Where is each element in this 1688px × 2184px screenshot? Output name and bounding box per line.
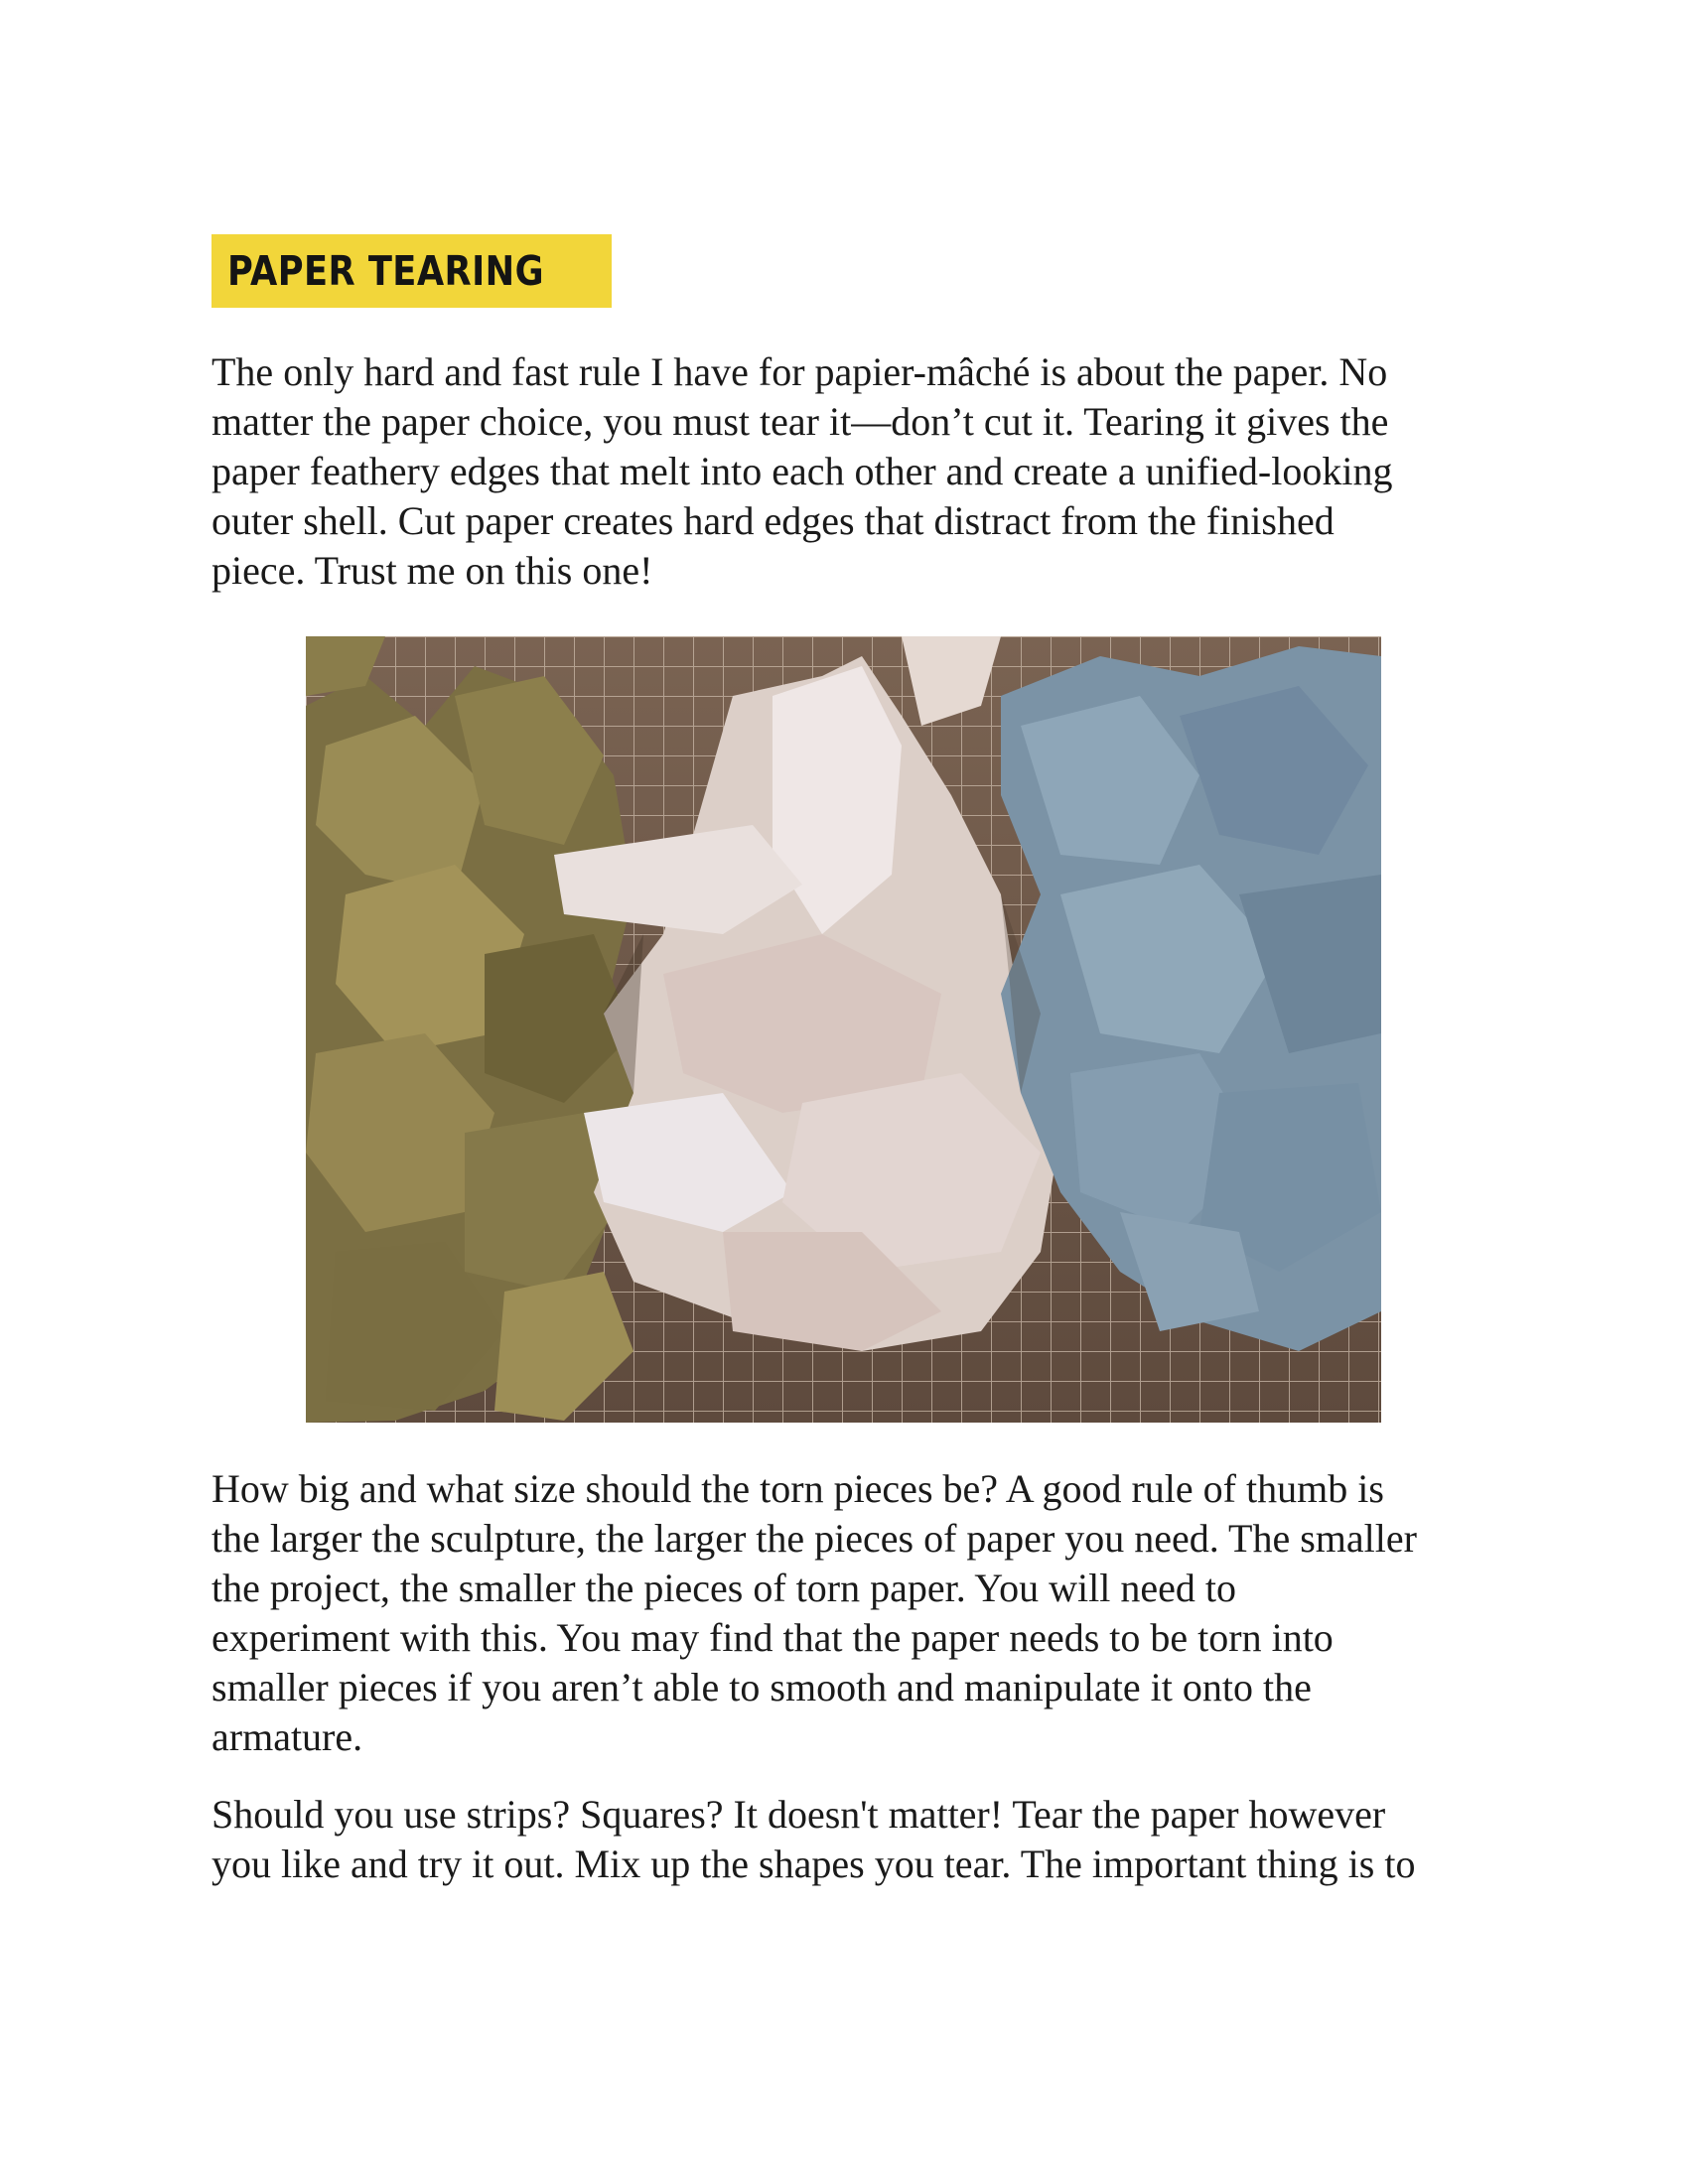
paragraph-line: matter the paper choice, you must tear it—don’t cut it. Tearing it gives the	[211, 399, 1389, 444]
paragraph-line: smaller pieces if you aren’t able to smooth and manipulate it onto the	[211, 1665, 1312, 1709]
paragraph-line: experiment with this. You may find that the paper needs to be torn into	[211, 1615, 1334, 1660]
paragraph-line: the larger the sculpture, the larger the pieces of paper you need. The smaller	[211, 1516, 1417, 1561]
paragraph-line: paper feathery edges that melt into each other and create a unified-looking	[211, 449, 1393, 493]
torn-paper-photo	[306, 636, 1381, 1423]
paragraph-piece-size	[211, 1464, 1492, 1762]
section-heading: PAPER TEARING	[227, 246, 544, 295]
section-heading-label	[211, 234, 612, 308]
paragraph-line: Should you use strips? Squares? It doesn't matter! Tear the paper however	[211, 1792, 1386, 1837]
paragraph-shapes	[211, 1790, 1492, 1889]
paragraph-line: piece. Trust me on this one!	[211, 548, 653, 593]
paragraph-line: The only hard and fast rule I have for papier-mâché is about the paper. No	[211, 349, 1388, 394]
paragraph-intro	[211, 347, 1492, 596]
paragraph-line: the project, the smaller the pieces of torn paper. You will need to	[211, 1566, 1236, 1610]
paragraph-line: you like and try it out. Mix up the shapes you tear. The important thing is to	[211, 1842, 1416, 1886]
paragraph-line: How big and what size should the torn pieces be? A good rule of thumb is	[211, 1466, 1384, 1511]
brown-paper-pile	[306, 636, 643, 1423]
paragraph-line: outer shell. Cut paper creates hard edges that distract from the finished	[211, 498, 1335, 543]
paragraph-line: armature.	[211, 1714, 363, 1759]
